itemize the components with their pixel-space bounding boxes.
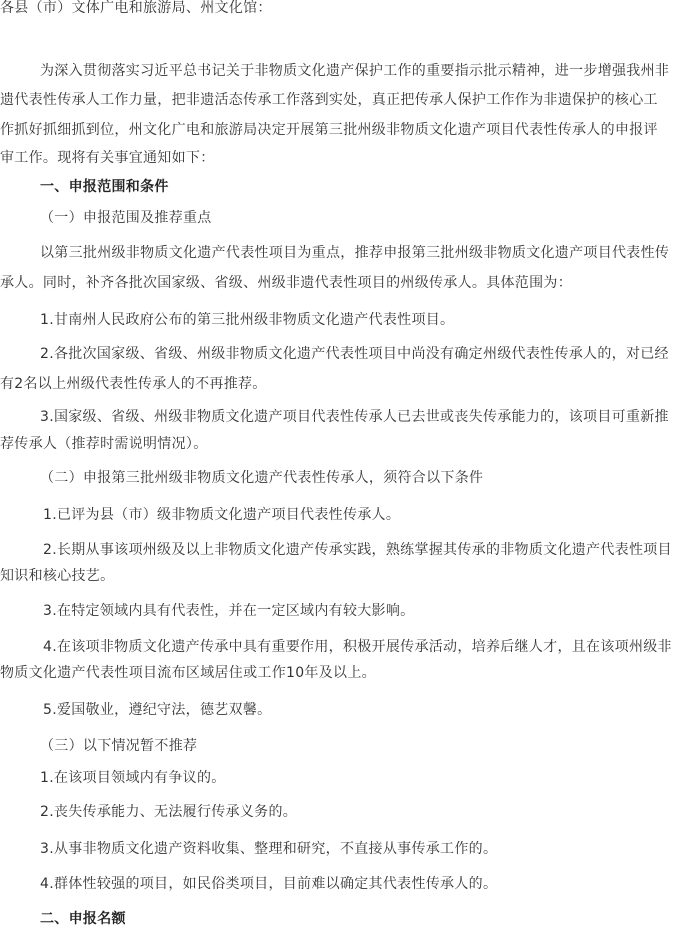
exclusion-item: 4.群体性较强的项目，如民俗类项目，目前难以确定其代表性传承人的。 xyxy=(40,876,498,892)
scope-item: 2.各批次国家级、省级、州级非物质文化遗产代表性项目中尚没有确定州级代表性传承人的，对已经 xyxy=(40,346,669,362)
condition-item: 1.已评为县（市）级非物质文化遗产项目代表性传承人。 xyxy=(43,507,401,523)
exclusion-item: 3.从事非物质文化遗产资料收集、整理和研究，不直接从事传承工作的。 xyxy=(40,841,498,857)
condition-item: 3.在特定领域内具有代表性，并在一定区域内有较大影响。 xyxy=(43,603,415,619)
scope-line: 承人。同时，补齐各批次国家级、省级、州级非遗代表性项目的州级传承人。具体范围为： xyxy=(0,275,572,291)
scope-item-cont: 有2名以上州级代表性传承人的不再推荐。 xyxy=(0,376,267,392)
exclusion-item: 2.丧失传承能力、无法履行传承义务的。 xyxy=(40,804,298,820)
subsection-1-heading: （一）申报范围及推荐重点 xyxy=(40,210,212,226)
subsection-3-heading: （三）以下情况暂不推荐 xyxy=(40,738,198,754)
condition-item: 4.在该项非物质文化遗产传承中具有重要作用，积极开展传承活动，培养后继人才，且在该项州级非 xyxy=(43,639,672,655)
salutation: 各县（市）文体广电和旅游局、州文化馆： xyxy=(0,0,272,16)
section-1-heading: 一、申报范围和条件 xyxy=(40,179,169,195)
scope-item-cont: 荐传承人（推荐时需说明情况）。 xyxy=(0,436,208,452)
section-2-heading: 二、申报名额 xyxy=(40,911,126,927)
intro-line: 遗代表性传承人工作力量，把非遗活态传承工作落到实处，真正把传承人保护工作作为非遗保护的核心工 xyxy=(0,92,658,108)
exclusion-item: 1.在该项目领域内有争议的。 xyxy=(40,770,226,786)
scope-item: 1.甘南州人民政府公布的第三批州级非物质文化遗产代表性项目。 xyxy=(40,312,455,328)
intro-line: 为深入贯彻落实习近平总书记关于非物质文化遗产保护工作的重要指示批示精神，进一步增强我州非 xyxy=(40,63,670,79)
condition-item: 5.爱国敬业，遵纪守法，德艺双馨。 xyxy=(43,702,272,718)
condition-item-cont: 物质文化遗产代表性项目流布区域居住或工作10年及以上。 xyxy=(0,665,376,681)
intro-line: 审工作。现将有关事宜通知如下： xyxy=(0,150,215,166)
intro-line: 作抓好抓细抓到位，州文化广电和旅游局决定开展第三批州级非物质文化遗产项目代表性传承人的申报评 xyxy=(0,122,658,138)
subsection-2-heading: （二）申报第三批州级非物质文化遗产代表性传承人，须符合以下条件 xyxy=(40,470,484,486)
scope-item: 3.国家级、省级、州级非物质文化遗产项目代表性传承人已去世或丧失传承能力的，该项目可重新推 xyxy=(40,409,669,425)
condition-item: 2.长期从事该项州级及以上非物质文化遗产传承实践，熟练掌握其传承的非物质文化遗产代表性项目 xyxy=(43,542,672,558)
scope-line: 以第三批州级非物质文化遗产代表性项目为重点，推荐申报第三批州级非物质文化遗产项目代表性传 xyxy=(40,245,670,261)
condition-item-cont: 知识和核心技艺。 xyxy=(0,568,115,584)
